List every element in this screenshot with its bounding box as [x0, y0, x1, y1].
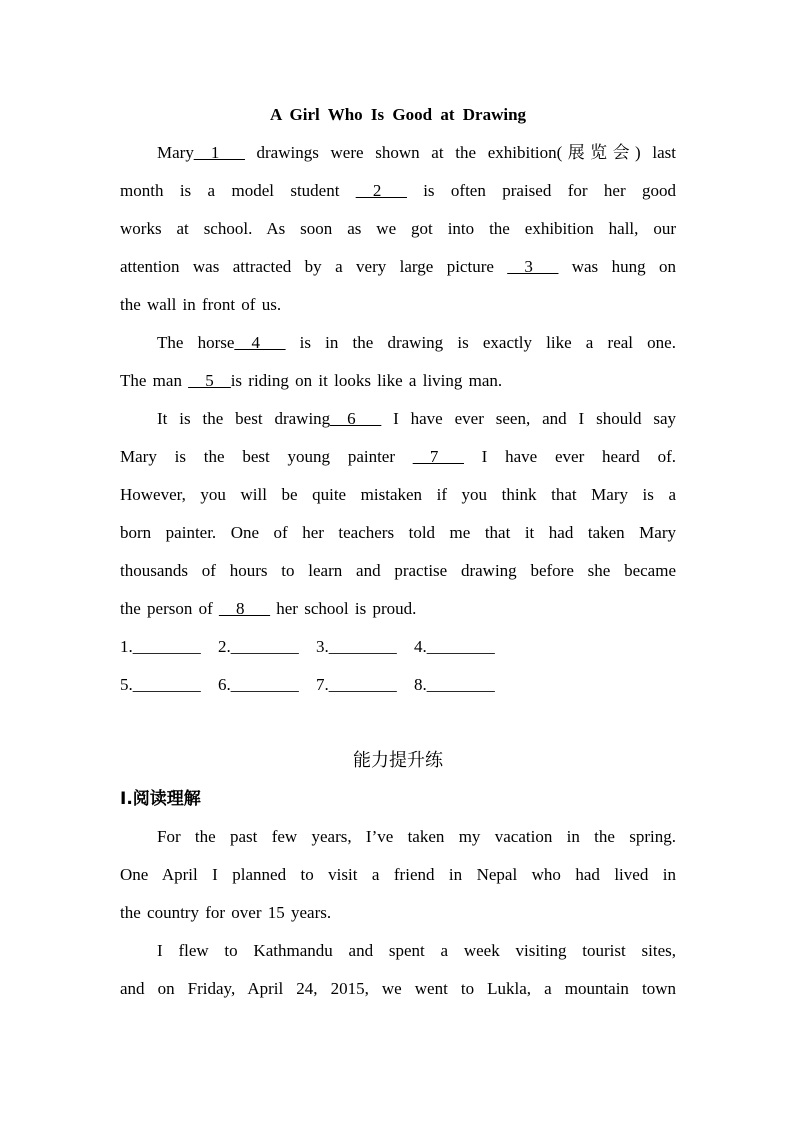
cloze-p3-line5: thousands of hours to learn and practise drawing before she became [120, 561, 676, 580]
blank-8[interactable]: __8___ [219, 599, 271, 618]
section-subtitle: Ⅰ.阅读理解 [120, 789, 201, 809]
blank-6[interactable]: __6___ [330, 409, 382, 428]
cloze-p3-line3: However, you will be quite mistaken if you think that Mary is a [120, 485, 676, 504]
spacer [120, 704, 676, 742]
answer-slot-4[interactable]: 4.________ [414, 637, 495, 656]
reading-p2-line2: and on Friday, April 24, 2015, we went to Lukla, a mountain town [120, 979, 676, 998]
answer-slot-6[interactable]: 6.________ [218, 675, 299, 694]
answer-slot-3[interactable]: 3.________ [316, 637, 397, 656]
cloze-p1-line4: attention was attracted by a very large picture __3___ was hung on [120, 257, 676, 276]
cloze-p1-line2: month is a model student __2___ is often praised for her good [120, 181, 676, 200]
blank-7[interactable]: __7___ [412, 447, 464, 466]
answer-slot-1[interactable]: 1.________ [120, 637, 201, 656]
blank-5[interactable]: __5__ [188, 371, 231, 390]
blank-3[interactable]: __3___ [507, 257, 559, 276]
reading-p1-line1: For the past few years, I’ve taken my vacation in the spring. [157, 827, 676, 846]
answer-slot-2[interactable]: 2.________ [218, 637, 299, 656]
answer-slot-5[interactable]: 5.________ [120, 675, 201, 694]
reading-p1-line2: One April I planned to visit a friend in Nepal who had lived in [120, 865, 676, 884]
cloze-p3-line6: the person of __8___ her school is proud. [120, 599, 417, 618]
blank-1[interactable]: __1___ [193, 143, 245, 162]
reading-p2-line1: I flew to Kathmandu and spent a week visiting tourist sites, [157, 941, 676, 960]
cloze-p2-line1: The horse__4___ is in the drawing is exactly like a real one. [157, 333, 676, 352]
document-page [120, 96, 676, 1008]
answer-row-1 [120, 628, 676, 666]
cloze-p1-line5: the wall in front of us. [120, 295, 282, 314]
cloze-p3-line4: born painter. One of her teachers told me that it had taken Mary [120, 523, 676, 542]
section-title: 能力提升练 [353, 750, 443, 771]
reading-p1-line3: the country for over 15 years. [120, 903, 332, 922]
cloze-p2-line2: The man __5__is riding on it looks like a living man. [120, 371, 503, 390]
answer-row-2 [120, 666, 676, 704]
answer-slot-7[interactable]: 7.________ [316, 675, 397, 694]
cloze-p3-line2: Mary is the best young painter __7___ I have ever heard of. [120, 447, 677, 466]
cloze-p1-line3: works at school. As soon as we got into the exhibition hall, our [120, 219, 676, 238]
cloze-p1-line1: Mary__1___ drawings were shown at the exhibition(展览会) last [157, 143, 676, 162]
cloze-p3-line1: It is the best drawing__6___ I have ever seen, and I should say [157, 409, 676, 428]
blank-4[interactable]: __4___ [234, 333, 286, 352]
answer-slot-8[interactable]: 8.________ [414, 675, 495, 694]
blank-2[interactable]: __2___ [355, 181, 407, 200]
cloze-title: A Girl Who Is Good at Drawing [269, 105, 527, 124]
